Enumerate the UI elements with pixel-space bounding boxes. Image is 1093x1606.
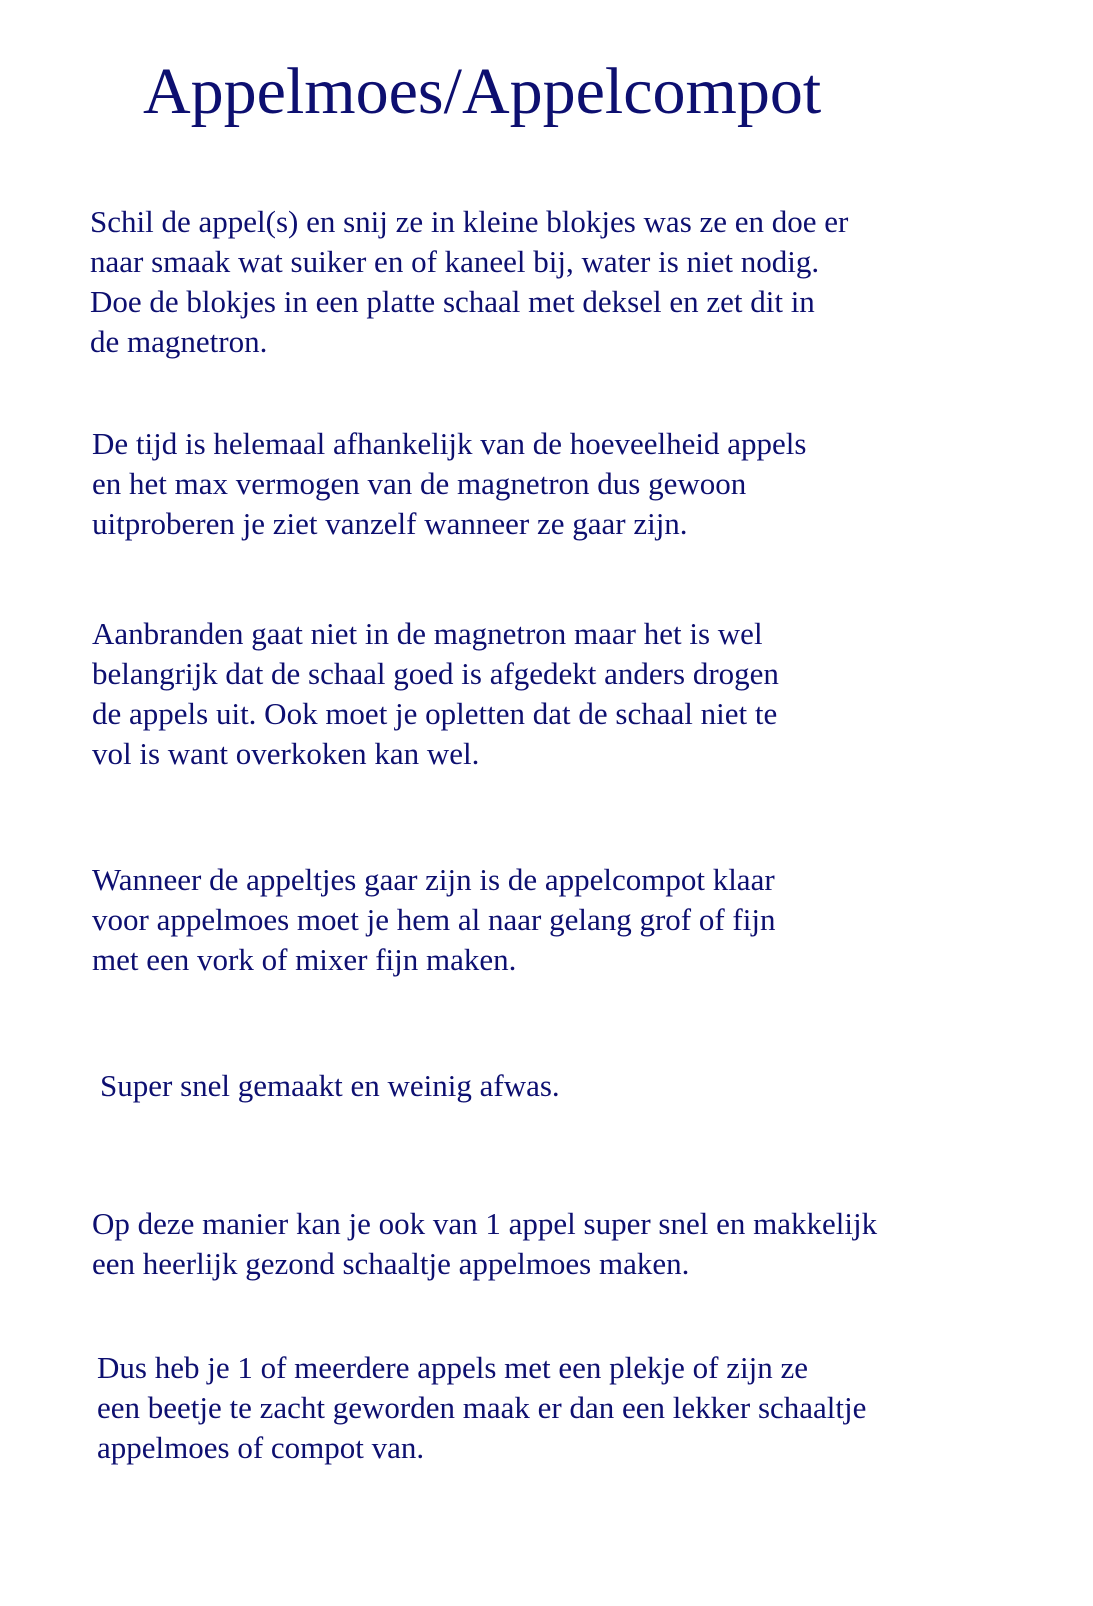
- paragraph-leftover-apples: [97, 1348, 866, 1468]
- text-line: een heerlijk gezond schaaltje appelmoes maken.: [92, 1246, 690, 1281]
- text-line: De tijd is helemaal afhankelijk van de hoeveelheid appels: [92, 426, 807, 461]
- text-line: appelmoes of compot van.: [97, 1430, 425, 1465]
- text-line: een beetje te zacht geworden maak er dan een lekker schaaltje: [97, 1390, 867, 1425]
- text-line: de magnetron.: [90, 324, 268, 359]
- text-line: Op deze manier kan je ook van 1 appel super snel en makkelijk: [92, 1206, 878, 1241]
- text-line: Schil de appel(s) en snij ze in kleine blokjes was ze en doe er: [90, 204, 849, 239]
- paragraph-single-apple: [92, 1204, 877, 1284]
- paragraph-finishing: [92, 860, 775, 980]
- text-line: uitproberen je ziet vanzelf wanneer ze gaar zijn.: [92, 506, 688, 541]
- paragraph-timing: [92, 424, 806, 544]
- text-line: met een vork of mixer fijn maken.: [92, 942, 517, 977]
- paragraph-summary: [100, 1066, 560, 1106]
- text-line: en het max vermogen van de magnetron dus gewoon: [92, 466, 747, 501]
- text-line: de appels uit. Ook moet je opletten dat de schaal niet te: [92, 696, 778, 731]
- paragraph-caution: [92, 614, 779, 774]
- text-line: Super snel gemaakt en weinig afwas.: [100, 1068, 560, 1103]
- text-line: vol is want overkoken kan wel.: [92, 736, 480, 771]
- paragraph-preparation: [90, 202, 848, 362]
- page-title: Appelmoes/Appelcompot: [143, 55, 822, 128]
- text-line: voor appelmoes moet je hem al naar gelang grof of fijn: [92, 902, 776, 937]
- text-line: naar smaak wat suiker en of kaneel bij, water is niet nodig.: [90, 244, 820, 279]
- text-line: belangrijk dat de schaal goed is afgedekt anders drogen: [92, 656, 779, 691]
- text-line: Doe de blokjes in een platte schaal met deksel en zet dit in: [90, 284, 815, 319]
- text-line: Wanneer de appeltjes gaar zijn is de appelcompot klaar: [92, 862, 775, 897]
- text-line: Dus heb je 1 of meerdere appels met een plekje of zijn ze: [97, 1350, 808, 1385]
- text-line: Aanbranden gaat niet in de magnetron maar het is wel: [92, 616, 763, 651]
